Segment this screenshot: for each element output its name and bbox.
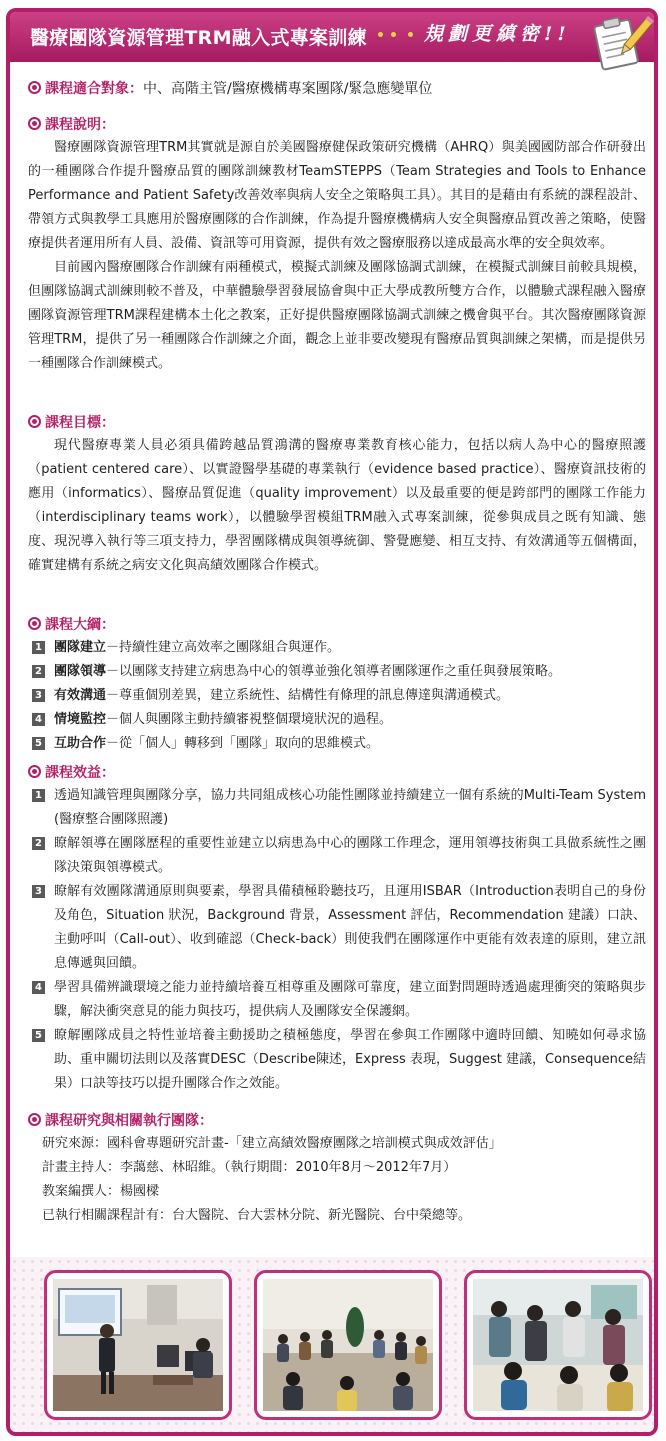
description-section bbox=[28, 114, 646, 376]
outline-item-head: 團隊領導 bbox=[54, 664, 107, 679]
benefit-item bbox=[28, 1024, 646, 1096]
benefit-text: 學習具備辨識環境之能力並持續培養互相尊重及團隊可靠度，建立面對問題時透過處理衝突的策略與步驟，解決衝突意見的能力與技巧，提供病人及團隊安全保護網。 bbox=[54, 980, 646, 1019]
description-paragraph-1: 醫療團隊資源管理TRM其實就是源自於美國醫療健保政策研究機構（AHRQ）與美國國防部合作研發出的一種團隊合作提升醫療品質的團隊訓練教材TeamSTEPPS（Team Strategies and Tools to Enhance Performance and Patient Safety改善效率與病人安全之策略與工具）。其目的是藉由有系統的課程設計、帶領方式與教學工具應用於醫療團隊的合作訓練，作為提升醫療機構病人安全與醫療品質改善之策略，使醫療提供者運用所有人員、設備、資訊等可用資源，提供有效之醫療服務以達成最高水準的安全與效率。 bbox=[28, 140, 646, 251]
outline-item bbox=[28, 708, 646, 732]
outline-item-text: －尊重個別差異，建立系統性、結構性有條理的訊息傳達與溝通模式。 bbox=[106, 688, 510, 703]
outline-list bbox=[28, 636, 646, 756]
objectives-section bbox=[28, 412, 646, 578]
benefit-item bbox=[28, 880, 646, 976]
outline-item-text: －持續性建立高效率之團隊組合與運作。 bbox=[106, 640, 341, 655]
circle-discussion-photo-image bbox=[263, 1279, 433, 1411]
number-badge: 5 bbox=[32, 1029, 45, 1042]
outline-item-text: －從「個人」轉移到「團隊」取向的思維模式。 bbox=[106, 736, 380, 751]
outline-item-head: 有效溝通 bbox=[54, 688, 107, 703]
group-activity-photo-image bbox=[473, 1279, 643, 1411]
number-badge: 2 bbox=[32, 837, 45, 850]
research-author: 教案編撰人：楊國樑 bbox=[42, 1184, 160, 1199]
research-source: 研究來源：國科會專題研究計畫-「建立高績效醫療團隊之培訓模式與成效評估」 bbox=[42, 1136, 502, 1151]
outline-item bbox=[28, 684, 646, 708]
description-label: 課程說明： bbox=[45, 117, 115, 133]
number-badge: 4 bbox=[32, 713, 45, 726]
outline-item-text: －個人與團隊主動持續審視整個環境狀況的過程。 bbox=[106, 712, 393, 727]
photo-lecture bbox=[44, 1270, 232, 1420]
research-hosts: 計畫主持人：李藹慈、林昭維。（執行期間：2010年8月～2012年7月） bbox=[42, 1160, 457, 1175]
outline-item bbox=[28, 660, 646, 684]
number-badge: 1 bbox=[32, 641, 45, 654]
page-title: 醫療團隊資源管理TRM融入式專案訓練 bbox=[30, 27, 367, 49]
benefit-item bbox=[28, 976, 646, 1024]
benefit-text: 瞭解領導在團隊歷程的重要性並建立以病患為中心的團隊工作理念，運用領導技術與工具做系統性之團隊決策與領導模式。 bbox=[54, 836, 646, 875]
description-paragraph-2: 目前國內醫療團隊合作訓練有兩種模式，模擬式訓練及團隊協調式訓練，在模擬式訓練目前較具規模，但團隊協調式訓練則較不普及，中華體驗學習發展協會與中正大學成教所雙方合作，以體驗式課程融入醫療團隊資源管理TRM課程建構本土化之教案，正好提供醫療團隊協調式訓練之機會與平台。其次醫療團隊資源管理TRM，提供了另一種團隊合作訓練之介面，觀念上並非要改變現有醫療品質與訓練之架構，而是提供另一種團隊合作訓練模式。 bbox=[28, 260, 646, 371]
benefits-label: 課程效益： bbox=[45, 765, 115, 781]
outline-item bbox=[28, 732, 646, 756]
number-badge: 5 bbox=[32, 737, 45, 750]
lecture-photo-image bbox=[53, 1279, 223, 1411]
audience-label: 課程適合對象： bbox=[45, 81, 143, 97]
bullet-icon bbox=[28, 117, 41, 130]
outline-section bbox=[28, 614, 646, 756]
outline-item-head: 互助合作 bbox=[54, 736, 107, 751]
outline-item bbox=[28, 636, 646, 660]
header-banner bbox=[10, 12, 654, 62]
research-executed: 已執行相關課程計有：台大醫院、台大雲林分院、新光醫院、台中榮總等。 bbox=[42, 1208, 472, 1223]
bullet-icon bbox=[28, 765, 41, 778]
objectives-paragraph: 現代醫療專業人員必須具備跨越品質鴻溝的醫療專業教育核心能力，包括以病人為中心的醫療照護（patient centered care）、以實證醫學基礎的專業執行（evidence based practice）、醫療資訊技術的應用（informatics）、醫療品質促進（quality improvement）以及最重要的便是跨部門的團隊工作能力（interdisciplinary teams work），以體驗學習模組TRM融入式專案訓練，從參與成員之既有知識、態度、現況導入執行等三項支持力，學習團隊構成與領導統御、警覺應變、相互支持、有效溝通等五個構面，確實建構有系統之病安文化與高績效團隊合作模式。 bbox=[28, 438, 646, 573]
bullet-icon bbox=[28, 81, 41, 94]
decorative-dots bbox=[378, 32, 418, 42]
clipboard-pencil-icon bbox=[584, 12, 654, 72]
outline-item-head: 團隊建立 bbox=[54, 640, 107, 655]
bullet-icon bbox=[28, 1113, 41, 1126]
number-badge: 3 bbox=[32, 885, 45, 898]
research-section bbox=[28, 1110, 646, 1228]
bullet-icon bbox=[28, 617, 41, 630]
bullet-icon bbox=[28, 415, 41, 428]
objectives-label: 課程目標： bbox=[45, 415, 115, 431]
number-badge: 4 bbox=[32, 981, 45, 994]
number-badge: 1 bbox=[32, 789, 45, 802]
slogan: 規劃更縝密!! bbox=[424, 23, 571, 45]
page-frame bbox=[6, 8, 658, 1436]
audience-text: 中、高階主管/醫療機構專案團隊/緊急應變單位 bbox=[143, 81, 433, 97]
outline-label: 課程大綱： bbox=[45, 617, 115, 633]
benefits-section bbox=[28, 762, 646, 1096]
number-badge: 3 bbox=[32, 689, 45, 702]
benefit-text: 瞭解團隊成員之特性並培養主動援助之積極態度，學習在參與工作團隊中適時回饋、知曉如何尋求協助、重申關切法則以及落實DESC（Describe陳述，Express 表現，Suggest 建議，Consequence結果）口訣等技巧以提升團隊合作之效能。 bbox=[54, 1028, 646, 1091]
outline-item-text: －以團隊支持建立病患為中心的領導並強化領導者團隊運作之重任與發展策略。 bbox=[106, 664, 562, 679]
research-label: 課程研究與相關執行團隊： bbox=[45, 1113, 213, 1129]
photo-group-activity bbox=[464, 1270, 652, 1420]
audience-section bbox=[28, 78, 646, 100]
outline-item-head: 情境監控 bbox=[54, 712, 107, 727]
benefit-item bbox=[28, 784, 646, 832]
photo-circle-discussion bbox=[254, 1270, 442, 1420]
benefit-text: 瞭解有效團隊溝通原則與要素，學習具備積極聆聽技巧，且運用ISBAR（Introduction表明自己的身份及角色，Situation 狀況，Background 背景，Assessment 評估，Recommendation 建議）口訣、主動呼叫（Call-out）、收到確認（Check-back）則使我們在團隊運作中更能有效表達的原則，建立訊息傳遞與回饋。 bbox=[54, 884, 646, 971]
photo-strip bbox=[10, 1257, 654, 1436]
benefits-list bbox=[28, 784, 646, 1096]
benefit-text: 透過知識管理與團隊分享，協力共同組成核心功能性團隊並持續建立一個有系統的Multi-Team System (醫療整合團隊照護) bbox=[54, 788, 646, 827]
number-badge: 2 bbox=[32, 665, 45, 678]
benefit-item bbox=[28, 832, 646, 880]
